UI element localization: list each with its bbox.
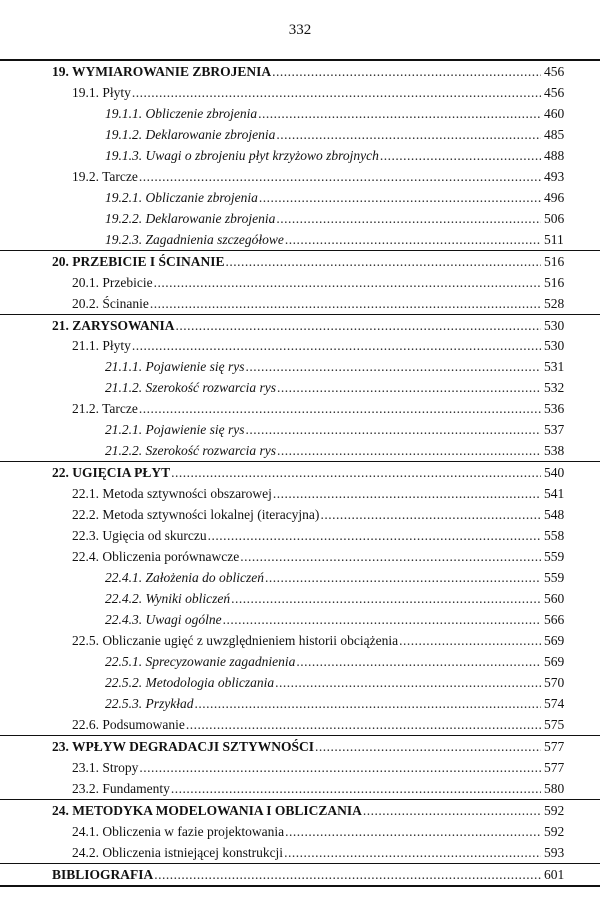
dot-leader bbox=[285, 824, 541, 839]
dot-leader bbox=[231, 591, 541, 606]
toc-entry-page-number: 569 bbox=[544, 633, 565, 649]
table-of-contents bbox=[0, 59, 600, 887]
dot-leader bbox=[154, 275, 541, 290]
toc-entry-title: 19.1.1. Obliczenie zbrojenia bbox=[105, 105, 258, 121]
toc-entry-subsection[interactable] bbox=[0, 145, 600, 166]
dot-leader bbox=[240, 549, 541, 564]
toc-entry-chapter[interactable] bbox=[0, 863, 600, 887]
toc-entry-page-number: 574 bbox=[544, 696, 565, 712]
dot-leader bbox=[259, 190, 541, 205]
toc-entry-page-number: 531 bbox=[544, 359, 565, 375]
dot-leader bbox=[208, 528, 541, 543]
toc-entry-page-number: 541 bbox=[544, 486, 565, 502]
toc-entry-chapter[interactable] bbox=[0, 735, 600, 757]
dot-leader bbox=[154, 867, 541, 882]
toc-entry-chapter[interactable] bbox=[0, 314, 600, 336]
toc-entry-title: 20.1. Przebicie bbox=[72, 274, 153, 290]
toc-entry-subsection[interactable] bbox=[0, 124, 600, 145]
toc-entry-title: 23.1. Stropy bbox=[72, 759, 139, 775]
toc-entry-title: 19.2.1. Obliczanie zbrojenia bbox=[105, 189, 258, 205]
toc-entry-title: 21.2.1. Pojawienie się rys bbox=[105, 422, 245, 438]
toc-entry-title: 24.1. Obliczenia w fazie projektowania bbox=[72, 823, 285, 839]
dot-leader bbox=[258, 106, 541, 121]
toc-entry-title: 22.5.3. Przykład bbox=[105, 696, 194, 712]
toc-entry-subsection[interactable] bbox=[0, 588, 600, 609]
toc-entry-section[interactable] bbox=[0, 821, 600, 842]
toc-entry-page-number: 496 bbox=[544, 189, 565, 205]
toc-entry-chapter[interactable] bbox=[0, 250, 600, 272]
toc-entry-page-number: 580 bbox=[544, 780, 565, 796]
toc-entry-page-number: 566 bbox=[544, 612, 565, 628]
toc-entry-page-number: 528 bbox=[544, 295, 565, 311]
toc-entry-section[interactable] bbox=[0, 504, 600, 525]
toc-entry-title: 20. PRZEBICIE I ŚCINANIE bbox=[52, 253, 225, 269]
dot-leader bbox=[277, 380, 541, 395]
toc-entry-title: 22.4. Obliczenia porównawcze bbox=[72, 549, 240, 565]
toc-entry-title: 19.2. Tarcze bbox=[72, 168, 138, 184]
toc-entry-page-number: 460 bbox=[544, 105, 565, 121]
toc-entry-subsection[interactable] bbox=[0, 693, 600, 714]
dot-leader bbox=[132, 85, 541, 100]
toc-entry-page-number: 559 bbox=[544, 549, 565, 565]
toc-entry-section[interactable] bbox=[0, 630, 600, 651]
dot-leader bbox=[265, 570, 541, 585]
toc-entry-title: 19.1.3. Uwagi o zbrojeniu płyt krzyżowo zbrojnych bbox=[105, 147, 379, 163]
toc-entry-subsection[interactable] bbox=[0, 609, 600, 630]
toc-entry-page-number: 559 bbox=[544, 570, 565, 586]
dot-leader bbox=[284, 845, 541, 860]
dot-leader bbox=[139, 760, 541, 775]
toc-entry-section[interactable] bbox=[0, 483, 600, 504]
dot-leader bbox=[399, 633, 541, 648]
dot-leader bbox=[186, 717, 541, 732]
toc-entry-page-number: 516 bbox=[544, 274, 565, 290]
toc-entry-page-number: 536 bbox=[544, 401, 565, 417]
toc-entry-subsection[interactable] bbox=[0, 229, 600, 250]
toc-entry-title: 22.5. Obliczanie ugięć z uwzględnieniem historii obciążenia bbox=[72, 633, 399, 649]
toc-entry-page-number: 530 bbox=[544, 317, 565, 333]
toc-entry-section[interactable] bbox=[0, 714, 600, 735]
dot-leader bbox=[273, 486, 541, 501]
dot-leader bbox=[150, 296, 541, 311]
toc-entry-page-number: 577 bbox=[544, 759, 565, 775]
toc-entry-title: 19. WYMIAROWANIE ZBROJENIA bbox=[52, 64, 272, 79]
dot-leader bbox=[315, 739, 541, 754]
toc-entry-page-number: 575 bbox=[544, 717, 565, 733]
toc-entry-page-number: 560 bbox=[544, 591, 565, 607]
dot-leader bbox=[245, 359, 541, 374]
toc-entry-title: 22.4.3. Uwagi ogólne bbox=[105, 612, 222, 628]
toc-entry-title: 22.6. Podsumowanie bbox=[72, 717, 185, 733]
toc-entry-page-number: 558 bbox=[544, 528, 565, 544]
toc-entry-page-number: 456 bbox=[544, 84, 565, 100]
toc-entry-section[interactable] bbox=[0, 546, 600, 567]
toc-entry-title: 22.5.2. Metodologia obliczania bbox=[105, 675, 275, 691]
dot-leader bbox=[139, 401, 541, 416]
dot-leader bbox=[296, 654, 541, 669]
toc-entry-title: 21.2. Tarcze bbox=[72, 401, 138, 417]
toc-entry-page-number: 592 bbox=[544, 802, 565, 818]
toc-entry-title: BIBLIOGRAFIA bbox=[52, 866, 154, 882]
toc-entry-page-number: 577 bbox=[544, 739, 565, 755]
toc-entry-section[interactable] bbox=[0, 82, 600, 103]
toc-entry-page-number: 485 bbox=[544, 126, 565, 142]
toc-entry-chapter[interactable] bbox=[0, 799, 600, 821]
toc-entry-section[interactable] bbox=[0, 166, 600, 187]
toc-entry-section[interactable] bbox=[0, 272, 600, 293]
toc-entry-page-number: 601 bbox=[544, 866, 565, 882]
toc-entry-title: 21.1.2. Szerokość rozwarcia rys bbox=[105, 380, 276, 396]
dot-leader bbox=[272, 64, 541, 79]
toc-entry-title: 22.4.1. Założenia do obliczeń bbox=[105, 570, 264, 586]
dot-leader bbox=[223, 612, 541, 627]
toc-entry-subsection[interactable] bbox=[0, 567, 600, 588]
toc-entry-chapter[interactable] bbox=[0, 59, 600, 82]
toc-entry-subsection[interactable] bbox=[0, 672, 600, 693]
dot-leader bbox=[276, 211, 541, 226]
toc-entry-subsection[interactable] bbox=[0, 440, 600, 461]
toc-entry-subsection[interactable] bbox=[0, 377, 600, 398]
toc-entry-title: 22. UGIĘCIA PŁYT bbox=[52, 465, 171, 481]
dot-leader bbox=[132, 338, 541, 353]
toc-entry-subsection[interactable] bbox=[0, 356, 600, 377]
dot-leader bbox=[171, 781, 541, 796]
toc-entry-page-number: 516 bbox=[544, 253, 565, 269]
dot-leader bbox=[277, 443, 541, 458]
dot-leader bbox=[276, 127, 541, 142]
toc-entry-title: 23. WPŁYW DEGRADACJI SZTYWNOŚCI bbox=[52, 739, 315, 755]
toc-entry-title: 23.2. Fundamenty bbox=[72, 780, 170, 796]
dot-leader bbox=[285, 232, 541, 247]
toc-entry-title: 24.2. Obliczenia istniejącej konstrukcji bbox=[72, 844, 284, 860]
toc-entry-title: 19.1.2. Deklarowanie zbrojenia bbox=[105, 126, 276, 142]
toc-entry-subsection[interactable] bbox=[0, 651, 600, 672]
toc-entry-page-number: 493 bbox=[544, 168, 565, 184]
toc-entry-title: 22.3. Ugięcia od skurczu bbox=[72, 528, 207, 544]
dot-leader bbox=[139, 169, 541, 184]
toc-entry-title: 21.1. Płyty bbox=[72, 338, 131, 354]
toc-entry-section[interactable] bbox=[0, 525, 600, 546]
dot-leader bbox=[320, 507, 541, 522]
toc-entry-title: 22.2. Metoda sztywności lokalnej (iteracyjna) bbox=[72, 507, 320, 523]
toc-entry-title: 22.4.2. Wyniki obliczeń bbox=[105, 591, 231, 607]
toc-entry-page-number: 456 bbox=[544, 64, 565, 79]
dot-leader bbox=[171, 465, 541, 480]
dot-leader bbox=[275, 675, 541, 690]
dot-leader bbox=[195, 696, 542, 711]
toc-entry-section[interactable] bbox=[0, 778, 600, 799]
toc-entry-page-number: 593 bbox=[544, 844, 565, 860]
dot-leader bbox=[226, 254, 541, 269]
toc-entry-section[interactable] bbox=[0, 757, 600, 778]
toc-entry-page-number: 511 bbox=[544, 231, 564, 247]
toc-entry-title: 19.2.3. Zagadnienia szczegółowe bbox=[105, 231, 284, 247]
toc-entry-title: 21. ZARYSOWANIA bbox=[52, 317, 175, 333]
toc-entry-section[interactable] bbox=[0, 335, 600, 356]
toc-entry-page-number: 537 bbox=[544, 422, 565, 438]
toc-entry-subsection[interactable] bbox=[0, 208, 600, 229]
dot-leader bbox=[380, 148, 541, 163]
toc-entry-title: 19.1. Płyty bbox=[72, 84, 131, 100]
toc-entry-title: 21.2.2. Szerokość rozwarcia rys bbox=[105, 443, 276, 459]
page-number: 332 bbox=[288, 22, 312, 38]
toc-entry-subsection[interactable] bbox=[0, 419, 600, 440]
toc-entry-page-number: 506 bbox=[544, 210, 565, 226]
toc-entry-chapter[interactable] bbox=[0, 461, 600, 483]
toc-entry-page-number: 592 bbox=[544, 823, 565, 839]
toc-entry-title: 20.2. Ścinanie bbox=[72, 295, 149, 311]
toc-entry-page-number: 488 bbox=[544, 147, 565, 163]
toc-entry-page-number: 569 bbox=[544, 654, 565, 670]
toc-entry-page-number: 538 bbox=[544, 443, 565, 459]
toc-entry-page-number: 548 bbox=[544, 507, 565, 523]
toc-entry-title: 22.5.1. Sprecyzowanie zagadnienia bbox=[105, 654, 296, 670]
toc-entry-section[interactable] bbox=[0, 293, 600, 314]
toc-entry-page-number: 540 bbox=[544, 465, 565, 481]
toc-entry-subsection[interactable] bbox=[0, 187, 600, 208]
toc-entry-title: 22.1. Metoda sztywności obszarowej bbox=[72, 486, 272, 502]
dot-leader bbox=[245, 422, 541, 437]
toc-entry-page-number: 532 bbox=[544, 380, 565, 396]
toc-entry-subsection[interactable] bbox=[0, 103, 600, 124]
toc-entry-section[interactable] bbox=[0, 398, 600, 419]
toc-entry-title: 21.1.1. Pojawienie się rys bbox=[105, 359, 245, 375]
toc-entry-page-number: 530 bbox=[544, 338, 565, 354]
toc-entry-page-number: 570 bbox=[544, 675, 565, 691]
dot-leader bbox=[363, 803, 541, 818]
toc-entry-title: 24. METODYKA MODELOWANIA I OBLICZANIA bbox=[52, 802, 362, 818]
toc-entry-section[interactable] bbox=[0, 842, 600, 863]
dot-leader bbox=[176, 318, 541, 333]
toc-entry-title: 19.2.2. Deklarowanie zbrojenia bbox=[105, 210, 276, 226]
